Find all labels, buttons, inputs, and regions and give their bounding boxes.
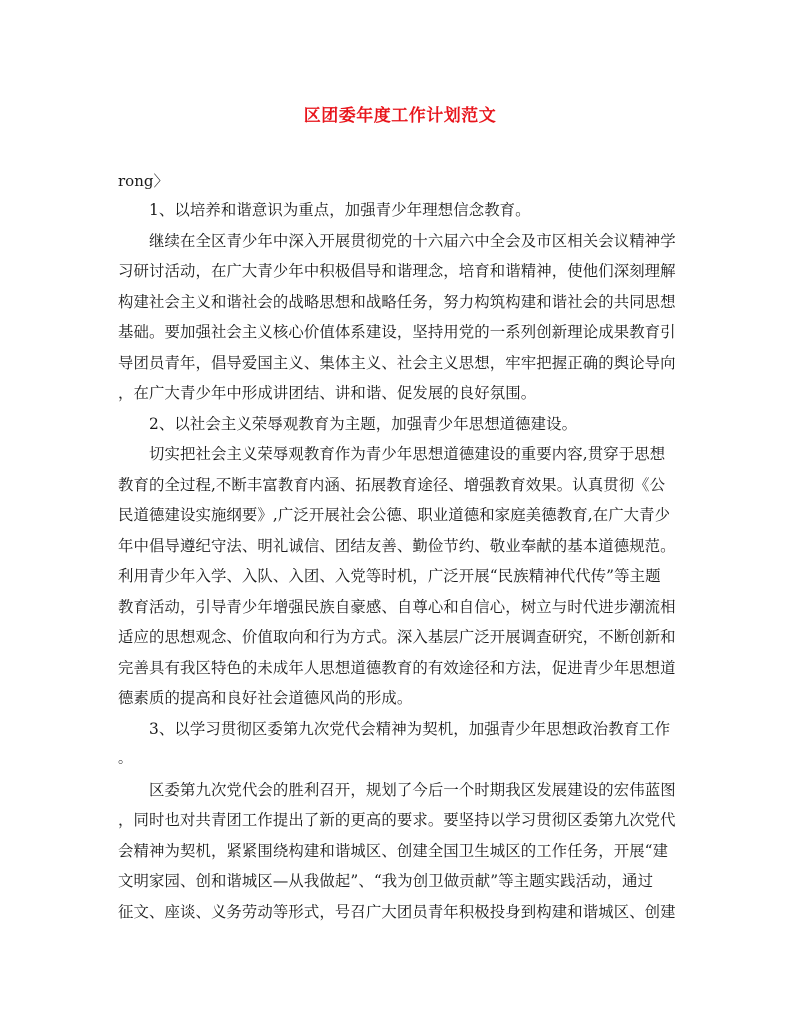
- document-title: 区团委年度工作计划范文: [303, 106, 497, 126]
- body-line: 习研讨活动，在广大青少年中积极倡导和谐理念，培育和谐精神，使他们深刻理解: [118, 262, 676, 280]
- body-line: 教育的全过程,不断丰富教育内涵、拓展教育途径、增强教育效果。认真贯彻《公: [118, 475, 666, 494]
- body-line: 基础。要加强社会主义核心价值体系建设，坚持用党的一系列创新理论成果教育引: [118, 323, 676, 341]
- body-line: 教育活动，引导青少年增强民族自豪感、自尊心和自信心，树立与时代进步潮流相: [118, 597, 676, 616]
- body-line: ，同时也对共青团工作提出了新的更高的要求。要坚持以学习贯彻区委第九次党代: [118, 811, 676, 829]
- body-line: 继续在全区青少年中深入开展贯彻党的十六届六中全会及市区相关会议精神学: [149, 231, 676, 250]
- body-line: 区委第九次党代会的胜利召开，规划了今后一个时期我区发展建设的宏伟蓝图: [149, 780, 676, 799]
- body-line: 适应的思想观念、价值取向和行为方式。深入基层广泛开展调查研究，不断创新和: [118, 628, 676, 646]
- body-line: 征文、座谈、义务劳动等形式，号召广大团员青年积极投身到构建和谐城区、创建: [118, 902, 676, 921]
- document-body: [118, 168, 690, 927]
- body-line: ，在广大青少年中形成讲团结、讲和谐、促发展的良好氛围。: [118, 384, 537, 402]
- section-heading-3: 3、以学习贯彻区委第九次党代会精神为契机，加强青少年思想政治教育工作: [149, 719, 671, 738]
- body-line: 年中倡导遵纪守法、明礼诚信、团结友善、勤俭节约、敬业奉献的基本道德规范。: [118, 536, 676, 555]
- body-line: 利用青少年入学、入队、入团、入党等时机，广泛开展“民族精神代代传”等主题: [118, 567, 661, 585]
- section-heading-1: 1、以培养和谐意识为重点，加强青少年理想信念教育。: [149, 201, 531, 219]
- body-line: 切实把社会主义荣辱观教育作为青少年思想道德建设的重要内容,贯穿于思想: [149, 445, 666, 463]
- section-heading-2: 2、以社会主义荣辱观教育为主题，加强青少年思想道德建设。: [149, 414, 578, 433]
- body-line: 文明家园、创和谐城区—从我做起”、“我为创卫做贡献”等主题实践活动，通过: [118, 872, 654, 890]
- body-line: 德素质的提高和良好社会道德风尚的形成。: [118, 689, 413, 707]
- body-line: 。: [118, 751, 133, 767]
- body-line: 导团员青年，倡导爱国主义、集体主义、社会主义思想，牢牢把握正确的舆论导向: [118, 353, 676, 372]
- body-line: 会精神为契机，紧紧围绕构建和谐城区、创建全国卫生城区的工作任务，开展“建: [118, 841, 669, 860]
- body-line: 完善具有我区特色的未成年人思想道德教育的有效途径和方法，促进青少年思想道: [118, 658, 676, 677]
- body-line: 构建社会主义和谐社会的战略思想和战略任务，努力构筑构建和谐社会的共同思想: [118, 292, 676, 311]
- body-line: 民道德建设实施纲要》,广泛开展社会公德、职业道德和家庭美德教育,在广大青少: [118, 506, 671, 524]
- source-tag: rong〉: [118, 172, 169, 190]
